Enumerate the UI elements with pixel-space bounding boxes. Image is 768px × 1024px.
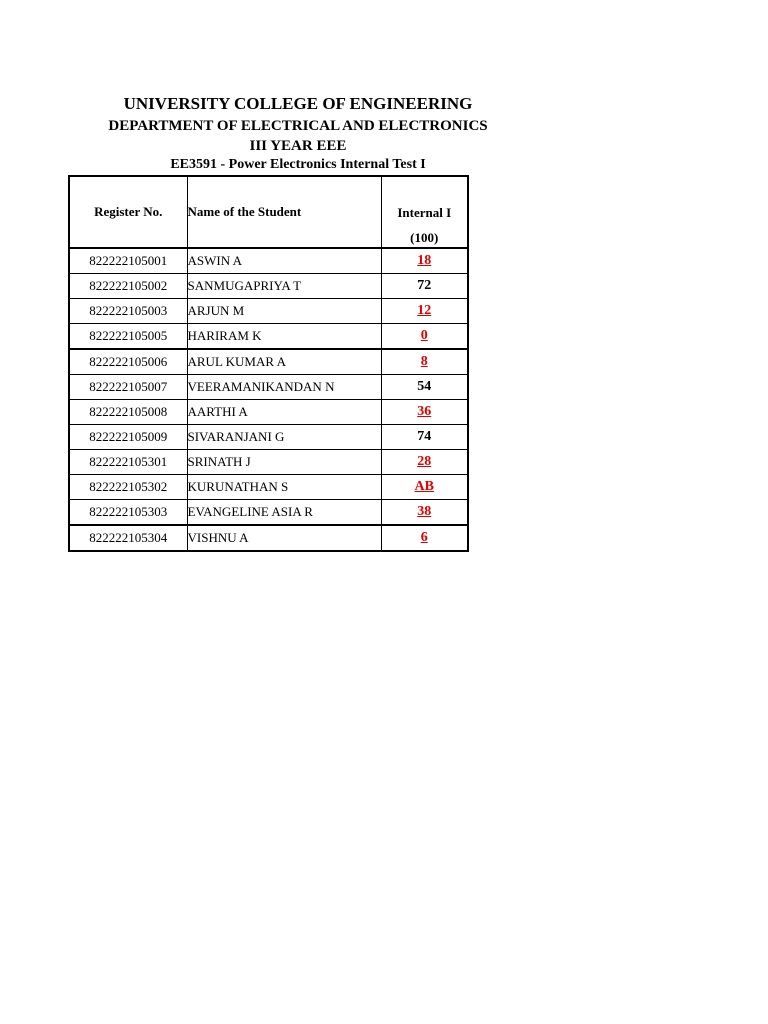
mark-cell: 0 (381, 324, 468, 350)
header-internal-mark (381, 176, 468, 248)
table-row (69, 425, 468, 450)
register-no-cell: 822222105007 (69, 375, 187, 400)
student-name-cell: VEERAMANIKANDAN N (187, 375, 381, 400)
register-no-cell: 822222105302 (69, 475, 187, 500)
table-row (69, 349, 468, 375)
mark-cell: 8 (381, 349, 468, 375)
table-row (69, 274, 468, 299)
college-title: UNIVERSITY COLLEGE OF ENGINEERING (123, 94, 473, 113)
student-name-cell: ARJUN M (187, 299, 381, 324)
student-name-cell: SANMUGAPRIYA T (187, 274, 381, 299)
mark-cell: 12 (381, 299, 468, 324)
table-row (69, 500, 468, 526)
header-student-name: Name of the Student (187, 176, 381, 248)
table-row (69, 299, 468, 324)
student-name-cell: SRINATH J (187, 450, 381, 475)
mark-cell: 28 (381, 450, 468, 475)
register-no-cell: 822222105006 (69, 349, 187, 375)
mark-cell: 38 (381, 500, 468, 526)
register-no-cell: 822222105005 (69, 324, 187, 350)
register-no-cell: 822222105301 (69, 450, 187, 475)
register-no-cell: 822222105008 (69, 400, 187, 425)
register-no-cell: 822222105003 (69, 299, 187, 324)
student-name-cell: HARIRAM K (187, 324, 381, 350)
mark-cell: 6 (381, 525, 468, 551)
table-row (69, 248, 468, 274)
student-name-cell: AARTHI A (187, 400, 381, 425)
student-name-cell: VISHNU A (187, 525, 381, 551)
table-row (69, 400, 468, 425)
register-no-cell: 822222105009 (69, 425, 187, 450)
mark-cell: 36 (381, 400, 468, 425)
register-no-cell: 822222105001 (69, 248, 187, 274)
department-title: DEPARTMENT OF ELECTRICAL AND ELECTRONICS (108, 118, 488, 134)
table-row (69, 450, 468, 475)
table-row (69, 525, 468, 551)
marks-table (68, 175, 469, 552)
table-row (69, 475, 468, 500)
mark-cell: 18 (381, 248, 468, 274)
student-name-cell: ARUL KUMAR A (187, 349, 381, 375)
student-name-cell: EVANGELINE ASIA R (187, 500, 381, 526)
student-name-cell: SIVARANJANI G (187, 425, 381, 450)
year-title: III YEAR EEE (249, 138, 347, 154)
header-internal-label: Internal I (397, 204, 452, 220)
table-header-row (69, 176, 468, 248)
mark-cell: AB (381, 475, 468, 500)
table-row (69, 324, 468, 350)
register-no-cell: 822222105002 (69, 274, 187, 299)
mark-cell: 72 (381, 274, 468, 299)
mark-cell: 74 (381, 425, 468, 450)
register-no-cell: 822222105303 (69, 500, 187, 526)
header-register-no: Register No. (69, 176, 187, 248)
student-name-cell: ASWIN A (187, 248, 381, 274)
register-no-cell: 822222105304 (69, 525, 187, 551)
test-title: EE3591 - Power Electronics Internal Test I (170, 157, 426, 172)
mark-cell: 54 (381, 375, 468, 400)
student-name-cell: KURUNATHAN S (187, 475, 381, 500)
header-max-mark: (100) (410, 230, 439, 245)
table-row (69, 375, 468, 400)
